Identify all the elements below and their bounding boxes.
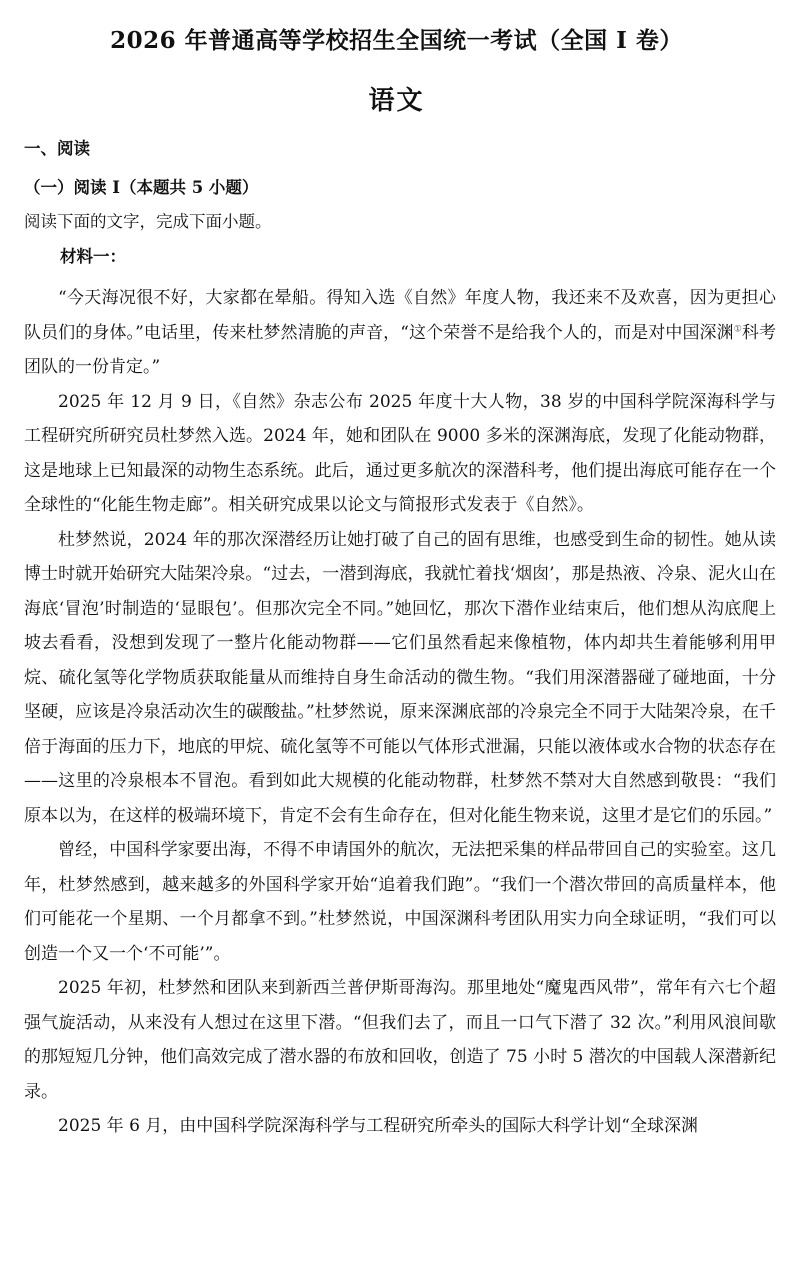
- paragraph-text-continued: 科考团队的一份肯定。”: [24, 322, 776, 377]
- section-subheading: （一）阅读 I（本题共 5 小题）: [24, 178, 259, 197]
- paragraph: [24, 523, 776, 834]
- footnote-mark: ①: [733, 323, 742, 334]
- paragraph: [24, 971, 776, 1109]
- material-label: 材料一：: [60, 247, 126, 266]
- paragraph-text: “今天海况很不好，大家都在晕船。得知入选《自然》年度人物，我还来不及欢喜，因为更担心队员们的身体。”电话里，传来杜梦然清脆的声音，“这个荣誉不是给我个人的，而是对中国深渊: [24, 288, 776, 343]
- paragraph: [24, 385, 776, 523]
- exam-title: 2026 年普通高等学校招生全国统一考试（全国 I 卷）: [110, 27, 683, 54]
- reading-instruction: 阅读下面的文字，完成下面小题。: [24, 212, 272, 231]
- paragraph-text: 2025 年 6 月，由中国科学院深海科学与工程研究所牵头的国际大科学计划“全球深渊: [58, 1116, 698, 1136]
- paragraph-text: 2025 年 12 月 9 日，《自然》杂志公布 2025 年度十大人物，38 岁的中国科学院深海科学与工程研究所研究员杜梦然入选。2024 年，她和团队在 9000 多米的深渊海底，发现了化能动物群，这是地球上已知最深的动物生态系统。此后，通过更多航次的深潜科考，他们提出海底可能存在一个全球性的“化能生物走廊”。相关研究成果以论文与简报形式发表于《自然》。: [24, 391, 776, 515]
- reading-passage: [24, 281, 776, 1144]
- paragraph: [24, 1109, 776, 1144]
- paragraph-text: 曾经，中国科学家要出海，不得不申请国外的航次，无法把采集的样品带回自己的实验室。这几年，杜梦然感到，越来越多的外国科学家开始“追着我们跑”。“我们一个潜次带回的高质量样本，他们可能花一个星期、一个月都拿不到。”杜梦然说，中国深渊科考团队用实力向全球证明，“我们可以创造一个又一个‘不可能’”。: [24, 840, 776, 964]
- section-heading: 一、阅读: [24, 139, 90, 158]
- paragraph: [24, 833, 776, 971]
- paragraph-text: 杜梦然说，2024 年的那次深潜经历让她打破了自己的固有思维，也感受到生命的韧性。她从读博士时就开始研究大陆架冷泉。“过去，一潜到海底，我就忙着找‘烟囱’，那是热液、冷泉、泥火山在海底‘冒泡’时制造的‘显眼包’。但那次完全不同。”她回忆，那次下潜作业结束后，他们想从沟底爬上坡去看看，没想到发现了一整片化能动物群——它们虽然看起来像植物，体内却共生着能够利用甲烷、硫化氢等化学物质获取能量从而维持自身生命活动的微生物。“我们用深潜器碰了碰地面，十分坚硬，应该是冷泉活动次生的碳酸盐。”杜梦然说，原来深渊底部的冷泉完全不同于大陆架冷泉，在千倍于海面的压力下，地底的甲烷、硫化氢等不可能以气体形式泄漏，只能以液体或水合物的状态存在——这里的冷泉根本不冒泡。看到如此大规模的化能动物群，杜梦然不禁对大自然感到敬畏：“我们原本以为，在这样的极端环境下，肯定不会有生命存在，但对化能生物来说，这里才是它们的乐园。”: [24, 529, 776, 826]
- paragraph-text: 2025 年初，杜梦然和团队来到新西兰普伊斯哥海沟。那里地处“魔鬼西风带”，常年有六七个超强气旋活动，从来没有人想过在这里下潜。“但我们去了，而且一口气下潜了 32 次。”利用风浪间歇的那短短几分钟，他们高效完成了潜水器的布放和回收，创造了 75 小时 5 潜次的中国载人深潜新纪录。: [24, 978, 776, 1102]
- paragraph: [24, 281, 776, 385]
- subject-title: 语文: [368, 86, 425, 116]
